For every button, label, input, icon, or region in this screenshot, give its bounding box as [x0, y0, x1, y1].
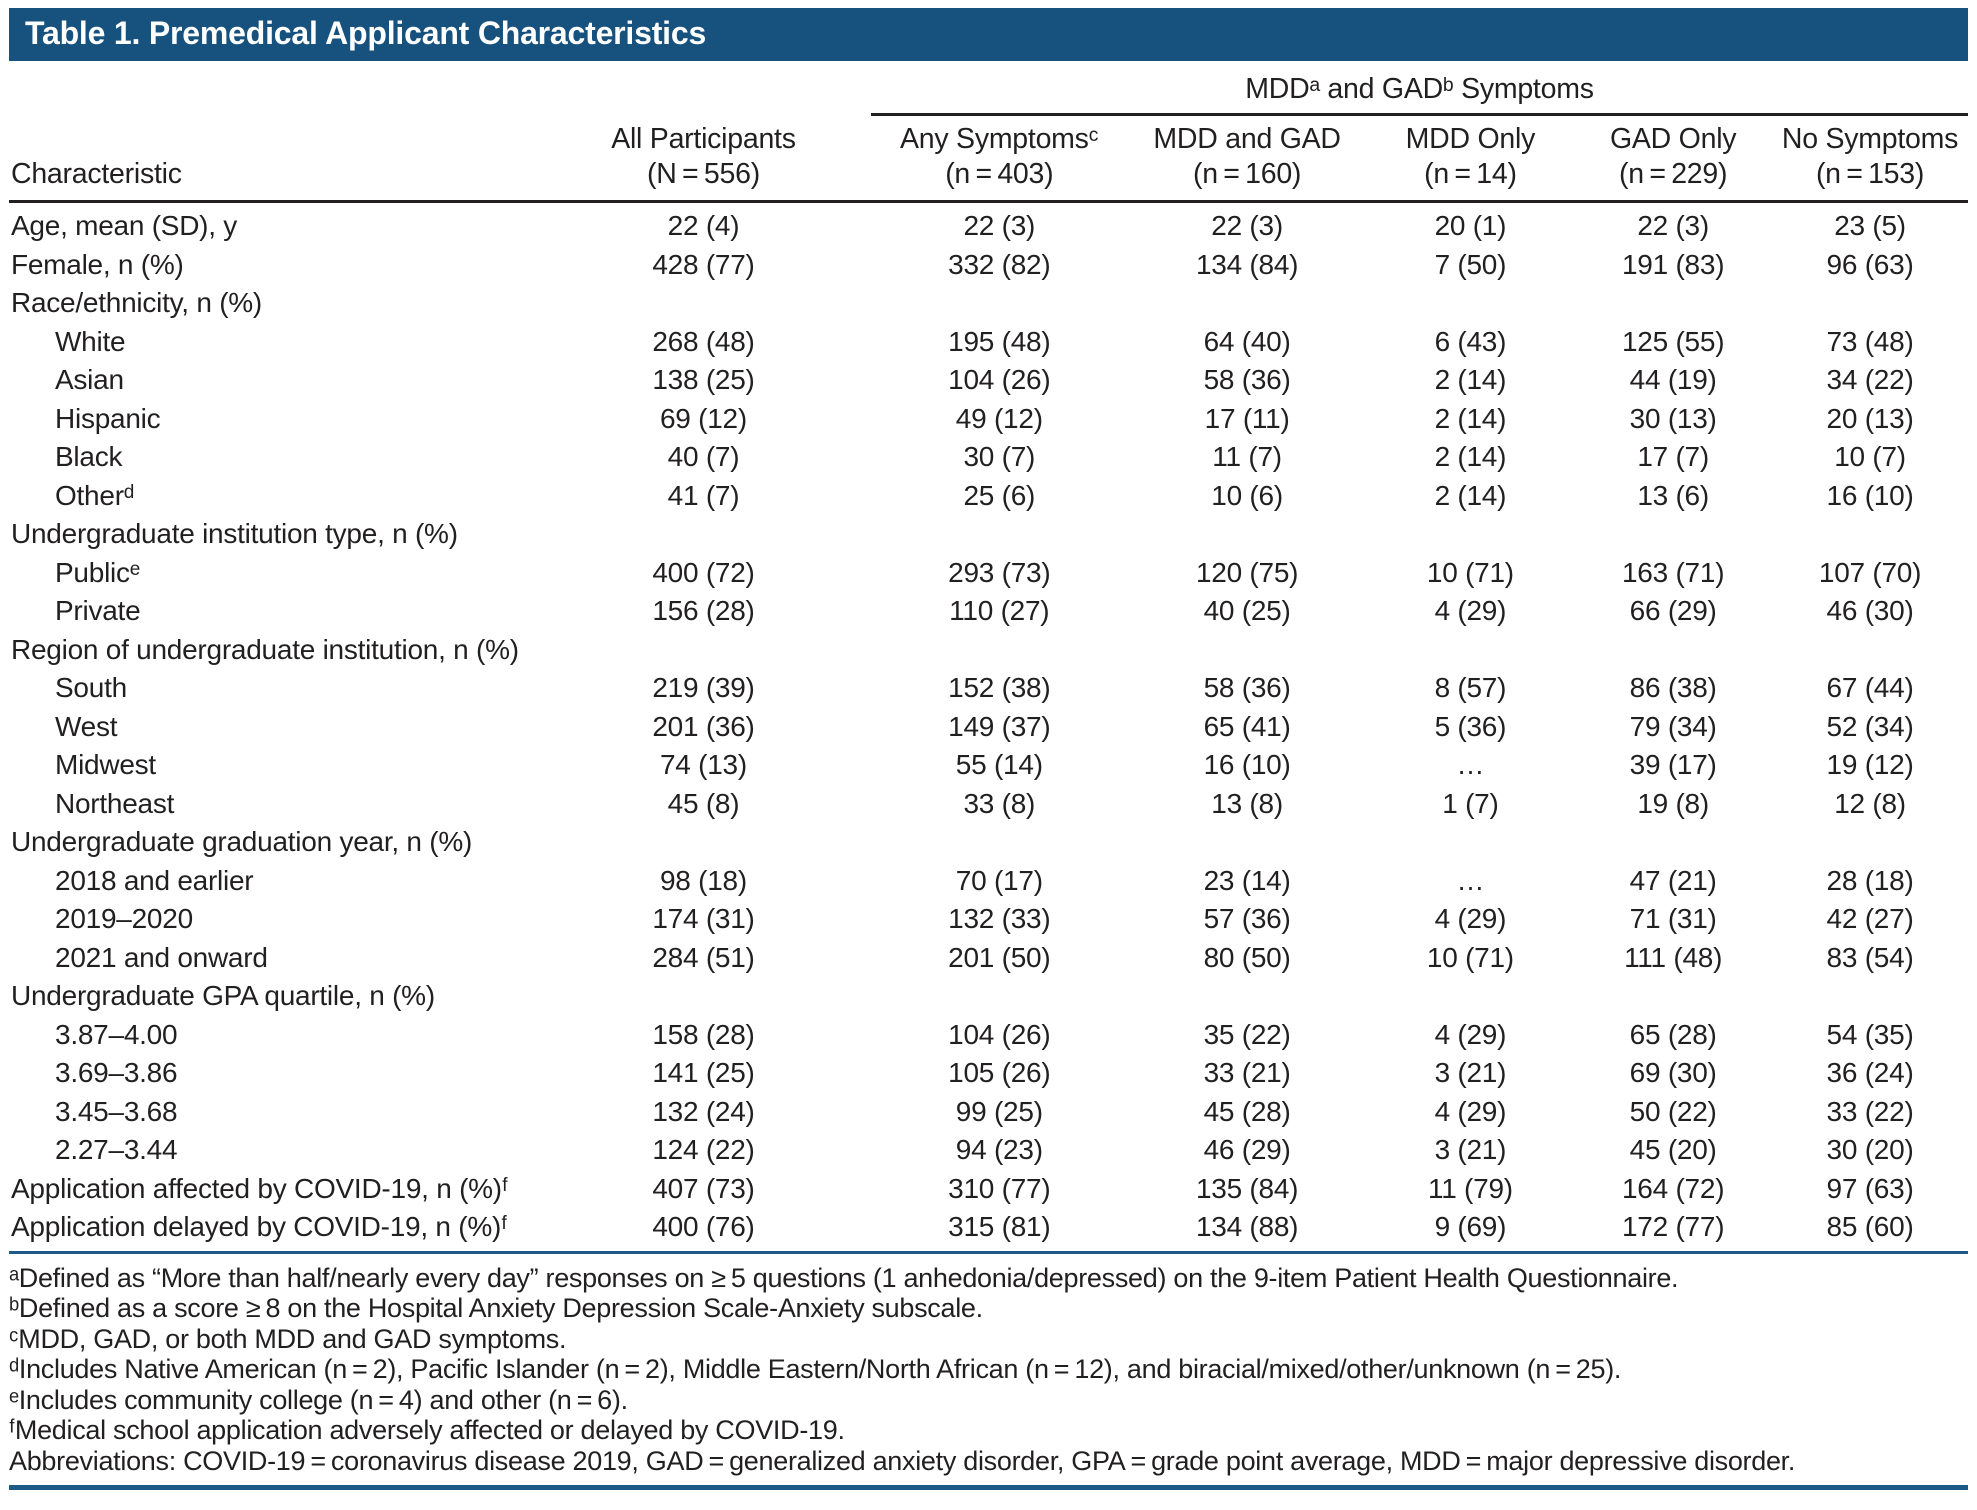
cell-value: 33 (22)	[1826, 1095, 1914, 1127]
cell-value: 19 (8)	[1637, 787, 1709, 819]
column-header-line2: (n = 14)	[1424, 158, 1517, 190]
cell-value: 30 (13)	[1629, 402, 1717, 434]
cell-value: 158 (28)	[652, 1018, 755, 1050]
cell-value: 132 (24)	[652, 1095, 755, 1127]
row-label: Northeast	[55, 787, 175, 819]
row-label: 2018 and earlier	[55, 864, 254, 896]
cell-value: 2 (14)	[1434, 364, 1507, 395]
row-label: White	[55, 325, 126, 357]
cell-value: 104 (26)	[948, 1018, 1051, 1050]
spanner-spacer	[9, 63, 871, 115]
cell-value	[1367, 631, 1575, 670]
table-row	[9, 1170, 1968, 1209]
row-label: 3.45–3.68	[55, 1095, 178, 1127]
table-row	[9, 361, 1968, 400]
column-header-gad-only	[1574, 115, 1772, 202]
cell-value	[1772, 284, 1968, 323]
cell-value: 164 (72)	[1621, 1172, 1725, 1204]
column-header-line1: MDD Only	[1405, 123, 1536, 155]
column-header-line1: GAD Only	[1610, 123, 1737, 155]
cell-value: 407 (73)	[652, 1172, 755, 1204]
cell-value: 13 (8)	[1211, 787, 1283, 819]
cell-value: 22 (3)	[1211, 210, 1283, 241]
row-label: 3.69–3.86	[55, 1057, 178, 1088]
cell-value: 35 (22)	[1203, 1018, 1291, 1050]
cell-value	[1772, 823, 1968, 862]
cell-value: 7 (50)	[1434, 248, 1507, 280]
cell-value: 23 (14)	[1203, 864, 1291, 896]
cell-value: 4 (29)	[1434, 1095, 1507, 1127]
cell-value: 332 (82)	[948, 248, 1051, 280]
column-header-no-symptoms	[1772, 115, 1968, 202]
cell-value: 1 (7)	[1442, 787, 1499, 819]
cell-value: 58 (36)	[1203, 672, 1291, 703]
cell-value: 195 (48)	[948, 325, 1051, 357]
cell-value	[1128, 631, 1367, 670]
row-label: Otherᵈ	[55, 479, 135, 511]
row-label: Undergraduate GPA quartile, n (%)	[11, 980, 435, 1011]
table-row	[9, 862, 1968, 901]
cell-value: 99 (25)	[955, 1095, 1043, 1127]
table-body	[9, 202, 1968, 1253]
cell-value	[1128, 515, 1367, 554]
cell-value: 111 (48)	[1624, 941, 1723, 973]
cell-value: 34 (22)	[1826, 364, 1914, 395]
cell-value: 105 (26)	[948, 1057, 1051, 1088]
column-header-mdd-and-gad	[1128, 115, 1367, 202]
cell-value: 45 (28)	[1203, 1095, 1291, 1127]
cell-value: 310 (77)	[948, 1172, 1051, 1204]
cell-value: 41 (7)	[667, 479, 740, 511]
cell-value: 219 (39)	[652, 672, 755, 703]
cell-value: 30 (20)	[1826, 1134, 1914, 1165]
cell-value: 65 (41)	[1203, 710, 1291, 742]
cell-value: 28 (18)	[1826, 864, 1914, 896]
cell-value: 49 (12)	[955, 402, 1043, 434]
footnote-f: ᶠMedical school application adversely affected or delayed by COVID-19.	[9, 1415, 845, 1445]
cell-value: 12 (8)	[1834, 787, 1906, 819]
cell-value: 5 (36)	[1434, 710, 1507, 742]
cell-value: 2 (14)	[1434, 479, 1507, 511]
cell-value: 73 (48)	[1826, 325, 1914, 357]
row-label: 2021 and onward	[55, 941, 268, 973]
cell-value: 3 (21)	[1434, 1057, 1507, 1088]
footnote-abbreviations: Abbreviations: COVID-19 = coronavirus disease 2019, GAD = generalized anxiety disorder, GPA = grade point average, MDD = major depressive disorder.	[9, 1445, 1796, 1476]
cell-value	[536, 631, 871, 670]
cell-value	[1574, 977, 1772, 1016]
cell-value: 40 (25)	[1203, 595, 1291, 626]
column-header-line2: (n = 403)	[945, 158, 1054, 190]
footnote-c: ᶜMDD, GAD, or both MDD and GAD symptoms.	[9, 1323, 567, 1354]
cell-value: 125 (55)	[1621, 325, 1725, 357]
table-row	[9, 323, 1968, 362]
table-row	[9, 246, 1968, 285]
cell-value: 45 (8)	[667, 787, 740, 819]
cell-value: 52 (34)	[1826, 710, 1914, 742]
table-row	[9, 1016, 1968, 1055]
cell-value: 400 (76)	[536, 1208, 871, 1252]
cell-value: 132 (33)	[948, 903, 1051, 934]
column-header-row	[9, 115, 1968, 202]
row-label: 2019–2020	[55, 903, 193, 934]
cell-value: 107 (70)	[1818, 556, 1922, 588]
cell-value: 83 (54)	[1826, 941, 1914, 973]
row-label: Female, n (%)	[11, 248, 184, 280]
cell-value: 124 (22)	[652, 1134, 755, 1165]
cell-value: 33 (21)	[1203, 1057, 1291, 1088]
table-row	[9, 785, 1968, 824]
cell-value	[1367, 284, 1575, 323]
characteristics-table	[9, 63, 1968, 1254]
column-header-any-symptoms	[871, 115, 1128, 202]
cell-value	[1367, 515, 1575, 554]
cell-value: 156 (28)	[652, 595, 755, 626]
column-header-line1: MDD and GAD	[1153, 123, 1341, 155]
cell-value: 163 (71)	[1621, 556, 1725, 588]
column-header-characteristic: Characteristic	[9, 115, 536, 202]
cell-value: 3 (21)	[1434, 1134, 1507, 1165]
cell-value	[536, 284, 871, 323]
cell-value	[871, 823, 1128, 862]
cell-value: 120 (75)	[1195, 556, 1299, 588]
cell-value: 57 (36)	[1203, 903, 1291, 934]
cell-value: 20 (13)	[1826, 402, 1914, 434]
cell-value	[1574, 515, 1772, 554]
column-header-line2: (n = 229)	[1619, 158, 1728, 190]
cell-value: 191 (83)	[1621, 248, 1725, 280]
row-label: Application affected by COVID-19, n (%)ᶠ	[11, 1172, 509, 1204]
cell-value: 141 (25)	[652, 1057, 755, 1088]
table-row	[9, 1208, 1968, 1252]
cell-value: 19 (12)	[1826, 749, 1914, 780]
cell-value: 9 (69)	[1367, 1208, 1575, 1252]
cell-value: 174 (31)	[652, 903, 755, 934]
column-header-line2: (n = 153)	[1815, 158, 1925, 190]
column-header-all-participants	[536, 115, 871, 202]
cell-value: 17 (11)	[1204, 402, 1290, 434]
cell-value	[1772, 515, 1968, 554]
cell-value: 134 (84)	[1195, 248, 1299, 280]
cell-value: 4 (29)	[1434, 1018, 1507, 1050]
column-header-line2: (N = 556)	[647, 158, 760, 190]
row-label: Black	[55, 441, 123, 472]
table-row	[9, 477, 1968, 516]
section-header-row	[9, 823, 1968, 862]
cell-value: 98 (18)	[659, 864, 747, 896]
cell-value: 69 (12)	[659, 402, 747, 434]
table-row	[9, 708, 1968, 747]
table-row	[9, 438, 1968, 477]
cell-value	[536, 515, 871, 554]
table-title: Table 1. Premedical Applicant Characteristics	[25, 15, 707, 51]
row-label: West	[55, 710, 118, 742]
cell-value: 135 (84)	[1195, 1172, 1299, 1204]
cell-value: 25 (6)	[963, 479, 1036, 511]
cell-value: 42 (27)	[1826, 903, 1914, 934]
cell-value: 96 (63)	[1826, 248, 1914, 280]
cell-value	[871, 284, 1128, 323]
cell-value: 71 (31)	[1629, 903, 1717, 934]
row-label: Midwest	[55, 749, 156, 780]
cell-value: 30 (7)	[963, 441, 1036, 472]
cell-value: 22 (4)	[667, 210, 740, 241]
row-label: Private	[55, 595, 141, 626]
cell-value	[536, 823, 871, 862]
cell-value: 22 (3)	[1637, 210, 1709, 241]
cell-value: 201 (50)	[948, 941, 1051, 973]
row-label: Application delayed by COVID-19, n (%)ᶠ	[9, 1208, 536, 1252]
cell-value: 58 (36)	[1203, 364, 1291, 395]
cell-value: 46 (29)	[1203, 1134, 1291, 1165]
cell-value: 69 (30)	[1629, 1057, 1717, 1088]
section-header-row	[9, 977, 1968, 1016]
cell-value	[1367, 977, 1575, 1016]
cell-value: 268 (48)	[652, 325, 755, 357]
cell-value: 46 (30)	[1826, 595, 1914, 626]
cell-value: 54 (35)	[1826, 1018, 1914, 1050]
cell-value: 44 (19)	[1629, 364, 1717, 395]
cell-value: 315 (81)	[871, 1208, 1128, 1252]
section-header-row	[9, 515, 1968, 554]
cell-value: …	[1456, 864, 1485, 896]
cell-value: 85 (60)	[1772, 1208, 1968, 1252]
cell-value: 55 (14)	[955, 749, 1043, 780]
footnotes	[9, 1263, 1968, 1477]
cell-value: 284 (51)	[652, 941, 755, 973]
cell-value: 97 (63)	[1826, 1172, 1914, 1204]
table-row	[9, 592, 1968, 631]
cell-value	[1128, 977, 1367, 1016]
cell-value	[871, 977, 1128, 1016]
cell-value: 74 (13)	[659, 749, 747, 780]
spanner-header: MDDᵃ and GADᵇ Symptoms	[871, 63, 1968, 115]
cell-value: 45 (20)	[1629, 1134, 1717, 1165]
footnote-d: ᵈIncludes Native American (n = 2), Pacific Islander (n = 2), Middle Eastern/North African (n = 12), and biracial/mixed/other/unknown (n = 25).	[9, 1354, 1622, 1384]
spanner-row	[9, 63, 1968, 115]
cell-value: 86 (38)	[1629, 672, 1717, 703]
cell-value: 4 (29)	[1434, 903, 1507, 934]
cell-value: 10 (6)	[1211, 479, 1283, 511]
table-row	[9, 669, 1968, 708]
column-header-mdd-only	[1367, 115, 1575, 202]
column-header-line2: (n = 160)	[1192, 158, 1302, 190]
row-label: Publicᵉ	[55, 556, 140, 588]
row-label: Asian	[55, 364, 124, 395]
cell-value: …	[1456, 749, 1485, 780]
table-row	[9, 746, 1968, 785]
row-label: Hispanic	[55, 402, 161, 434]
cell-value	[1128, 823, 1367, 862]
row-label: Race/ethnicity, n (%)	[11, 287, 262, 318]
row-label: South	[55, 672, 127, 703]
cell-value: 293 (73)	[948, 556, 1051, 588]
cell-value: 36 (24)	[1826, 1057, 1914, 1088]
cell-value: 17 (7)	[1637, 441, 1709, 472]
section-header-row	[9, 631, 1968, 670]
cell-value: 10 (71)	[1426, 556, 1514, 588]
cell-value: 94 (23)	[955, 1134, 1043, 1165]
bottom-rule	[9, 1485, 1968, 1490]
cell-value: 2 (14)	[1434, 441, 1507, 472]
cell-value: 428 (77)	[652, 248, 755, 280]
cell-value: 134 (88)	[1128, 1208, 1367, 1252]
cell-value: 79 (34)	[1629, 710, 1717, 742]
column-header-line1: No Symptoms	[1781, 123, 1959, 155]
cell-value: 22 (3)	[963, 210, 1036, 241]
cell-value: 40 (7)	[667, 441, 740, 472]
cell-value: 400 (72)	[652, 556, 755, 588]
cell-value: 33 (8)	[963, 787, 1036, 819]
cell-value: 10 (7)	[1834, 441, 1906, 472]
table-row	[9, 1093, 1968, 1132]
cell-value: 6 (43)	[1434, 325, 1507, 357]
cell-value	[1772, 977, 1968, 1016]
cell-value	[536, 977, 871, 1016]
cell-value: 172 (77)	[1574, 1208, 1772, 1252]
cell-value: 39 (17)	[1629, 749, 1717, 780]
cell-value	[1128, 284, 1367, 323]
cell-value: 11 (79)	[1427, 1172, 1513, 1204]
footnote-a: ᵃDefined as “More than half/nearly every day” responses on ≥ 5 questions (1 anhedonia/depressed) on the 9-item Patient Health Questionnaire.	[9, 1262, 1679, 1293]
cell-value	[1574, 631, 1772, 670]
cell-value: 8 (57)	[1434, 672, 1507, 703]
cell-value	[871, 515, 1128, 554]
cell-value: 13 (6)	[1637, 479, 1709, 511]
cell-value: 11 (7)	[1212, 441, 1282, 472]
cell-value: 152 (38)	[948, 672, 1051, 703]
cell-value: 16 (10)	[1203, 749, 1291, 780]
cell-value	[1367, 823, 1575, 862]
row-label: 3.87–4.00	[55, 1018, 178, 1050]
cell-value: 47 (21)	[1629, 864, 1717, 896]
cell-value: 50 (22)	[1629, 1095, 1717, 1127]
cell-value	[1772, 631, 1968, 670]
cell-value: 16 (10)	[1826, 479, 1914, 511]
section-header-row	[9, 284, 1968, 323]
table-title-bar	[9, 8, 1968, 61]
cell-value: 66 (29)	[1629, 595, 1717, 626]
cell-value	[1574, 284, 1772, 323]
table-row	[9, 1054, 1968, 1093]
table-row	[9, 939, 1968, 978]
cell-value: 4 (29)	[1434, 595, 1507, 626]
row-label: Undergraduate graduation year, n (%)	[11, 826, 473, 857]
cell-value: 149 (37)	[948, 710, 1051, 742]
row-label: 2.27–3.44	[55, 1134, 178, 1165]
cell-value: 138 (25)	[652, 364, 755, 395]
cell-value: 110 (27)	[949, 595, 1050, 626]
table-row	[9, 900, 1968, 939]
cell-value: 65 (28)	[1629, 1018, 1717, 1050]
cell-value: 80 (50)	[1203, 941, 1291, 973]
table-row	[9, 400, 1968, 439]
column-header-line1: Any Symptomsᶜ	[900, 123, 1099, 155]
table-row	[9, 554, 1968, 593]
table-row	[9, 1131, 1968, 1170]
cell-value: 2 (14)	[1434, 402, 1507, 434]
cell-value: 23 (5)	[1834, 210, 1906, 241]
cell-value: 64 (40)	[1203, 325, 1291, 357]
cell-value	[871, 631, 1128, 670]
row-label: Undergraduate institution type, n (%)	[11, 518, 458, 549]
cell-value: 104 (26)	[948, 364, 1051, 395]
table-row	[9, 202, 1968, 246]
column-header-line1: All Participants	[611, 123, 796, 155]
footnote-b: ᵇDefined as a score ≥ 8 on the Hospital Anxiety Depression Scale-Anxiety subscale.	[9, 1293, 983, 1323]
footnote-e: ᵉIncludes community college (n = 4) and other (n = 6).	[9, 1384, 628, 1415]
cell-value: 20 (1)	[1434, 210, 1507, 241]
cell-value: 67 (44)	[1826, 672, 1914, 703]
cell-value	[1574, 823, 1772, 862]
row-label: Region of undergraduate institution, n (%)	[11, 633, 519, 665]
row-label: Age, mean (SD), y	[11, 210, 238, 241]
cell-value: 201 (36)	[652, 710, 755, 742]
cell-value: 70 (17)	[955, 864, 1043, 896]
cell-value: 10 (71)	[1426, 941, 1514, 973]
